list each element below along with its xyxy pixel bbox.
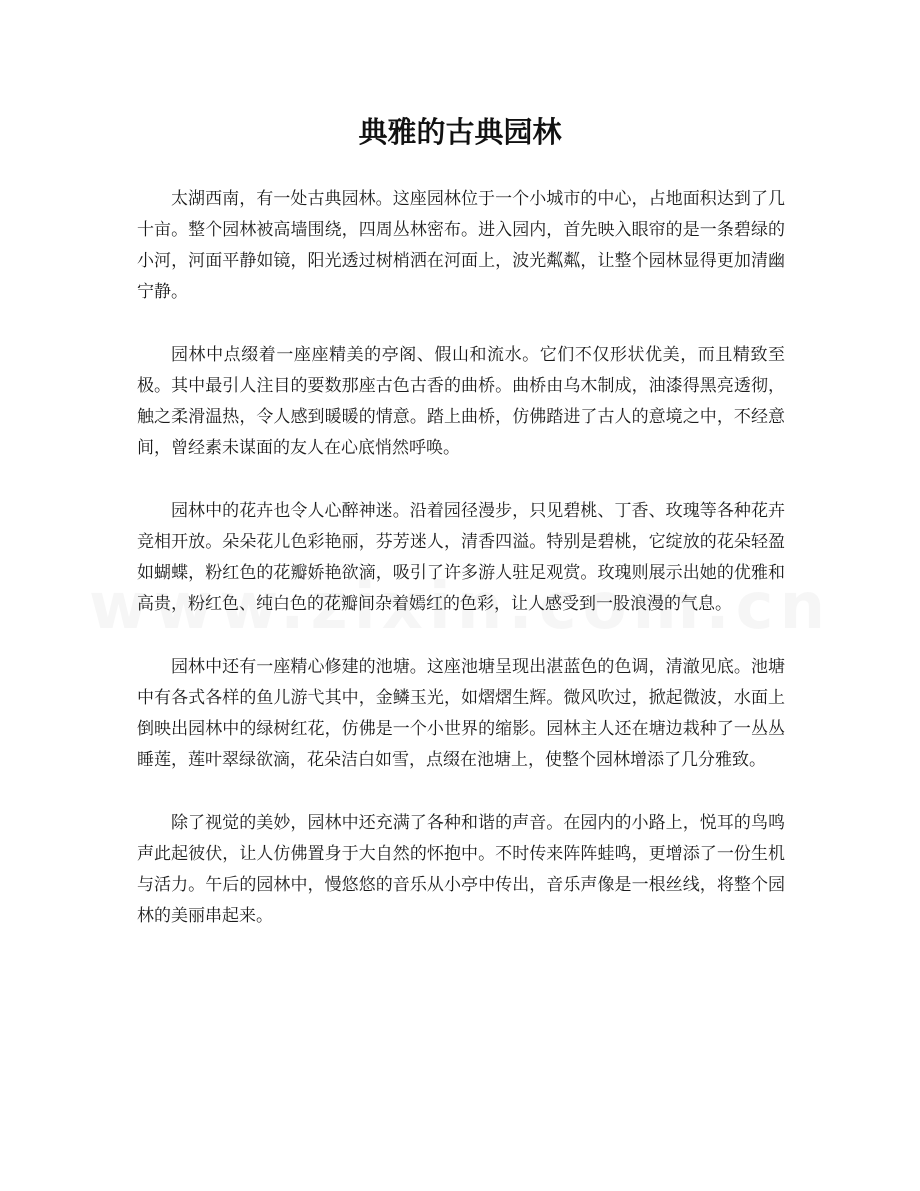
paragraph-1: 太湖西南，有一处古典园林。这座园林位于一个小城市的中心，占地面积达到了几十亩。整个园林被高墙围绕，四周丛林密布。进入园内，首先映入眼帘的是一条碧绿的小河，河面平静如镜，阳光透过树梢洒在河面上，波光粼粼，让整个园林显得更加清幽宁静。 [137,189,785,302]
paragraph-2: 园林中点缀着一座座精美的亭阁、假山和流水。它们不仅形状优美，而且精致至极。其中最引人注目的要数那座古色古香的曲桥。曲桥由乌木制成，油漆得黑亮透彻，触之柔滑温热，令人感到暖暖的情意。踏上曲桥，仿佛踏进了古人的意境之中，不经意间，曾经素未谋面的友人在心底悄然呼唤。 [137,345,785,458]
document-title: 典雅的古典园林 [358,115,562,149]
paragraph-5: 除了视觉的美妙，园林中还充满了各种和谐的声音。在园内的小路上，悦耳的鸟鸣声此起彼伏，让人仿佛置身于大自然的怀抱中。不时传来阵阵蛙鸣，更增添了一份生机与活力。午后的园林中，慢悠悠的音乐从小亭中传出，音乐声像是一根丝线，将整个园林的美丽串起来。 [137,813,785,926]
paragraph-4: 园林中还有一座精心修建的池塘。这座池塘呈现出湛蓝色的色调，清澈见底。池塘中有各式各样的鱼儿游弋其中，金鳞玉光，如熠熠生辉。微风吹过，掀起微波，水面上倒映出园林中的绿树红花，仿佛是一个小世界的缩影。园林主人还在塘边栽种了一丛丛睡莲，莲叶翠绿欲滴，花朵洁白如雪，点缀在池塘上，使整个园林增添了几分雅致。 [137,657,785,770]
document-body [137,184,785,964]
paragraph-3: 园林中的花卉也令人心醉神迷。沿着园径漫步，只见碧桃、丁香、玫瑰等各种花卉竞相开放。朵朵花儿色彩艳丽，芬芳迷人，清香四溢。特别是碧桃，它绽放的花朵轻盈如蝴蝶，粉红色的花瓣娇艳欲滴，吸引了许多游人驻足观赏。玫瑰则展示出她的优雅和高贵，粉红色、纯白色的花瓣间杂着嫣红的色彩，让人感受到一股浪漫的气息。 [137,501,785,614]
